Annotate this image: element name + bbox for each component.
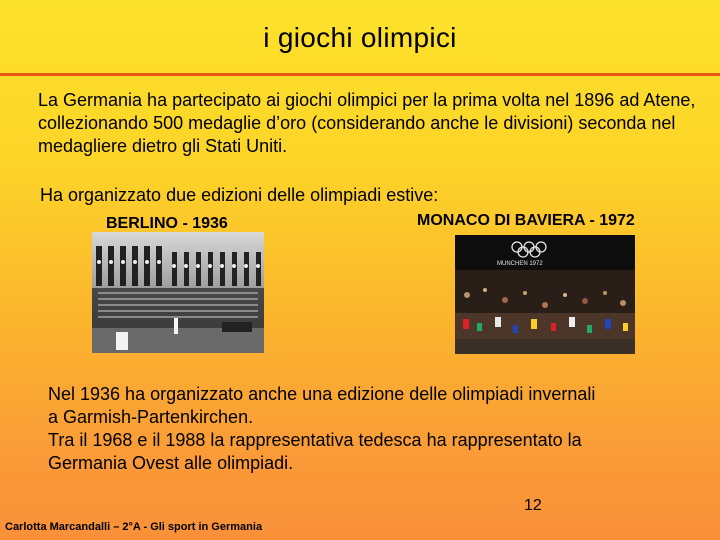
photo-label-berlin: BERLINO - 1936 <box>106 215 228 232</box>
body-line: Nel 1936 ha organizzato anche una edizione delle olimpiadi invernali <box>48 384 596 404</box>
lead-text: Ha organizzato due edizioni delle olimpiadi estive: <box>40 185 439 205</box>
slide-title: i giochi olimpici <box>263 22 457 53</box>
photo-munich-1972 <box>455 235 635 354</box>
body-line: Tra il 1968 e il 1988 la rappresentativa tedesca ha rappresentato la <box>48 430 582 450</box>
photo-berlin-1936 <box>92 232 264 353</box>
photo-label-munich: MONACO DI BAVIERA - 1972 <box>417 212 635 229</box>
intro-paragraph: La Germania ha partecipato ai giochi olimpici per la prima volta nel 1896 ad Atene, collezionando 500 medaglie d’oro (considerando anche le divisioni) seconda nel medagliere dietro gli Stati Uniti. <box>38 90 696 156</box>
body-line: a Garmish-Partenkirchen. <box>48 407 254 427</box>
title-divider <box>0 73 720 76</box>
body-line: Germania Ovest alle olimpiadi. <box>48 453 294 473</box>
footer-credit: Carlotta Marcandalli – 2°A - Gli sport in Germania <box>5 521 263 533</box>
page-number: 12 <box>524 497 542 514</box>
munich-banner-text: MUNCHEN 1972 <box>497 261 543 267</box>
body-text <box>48 383 688 475</box>
